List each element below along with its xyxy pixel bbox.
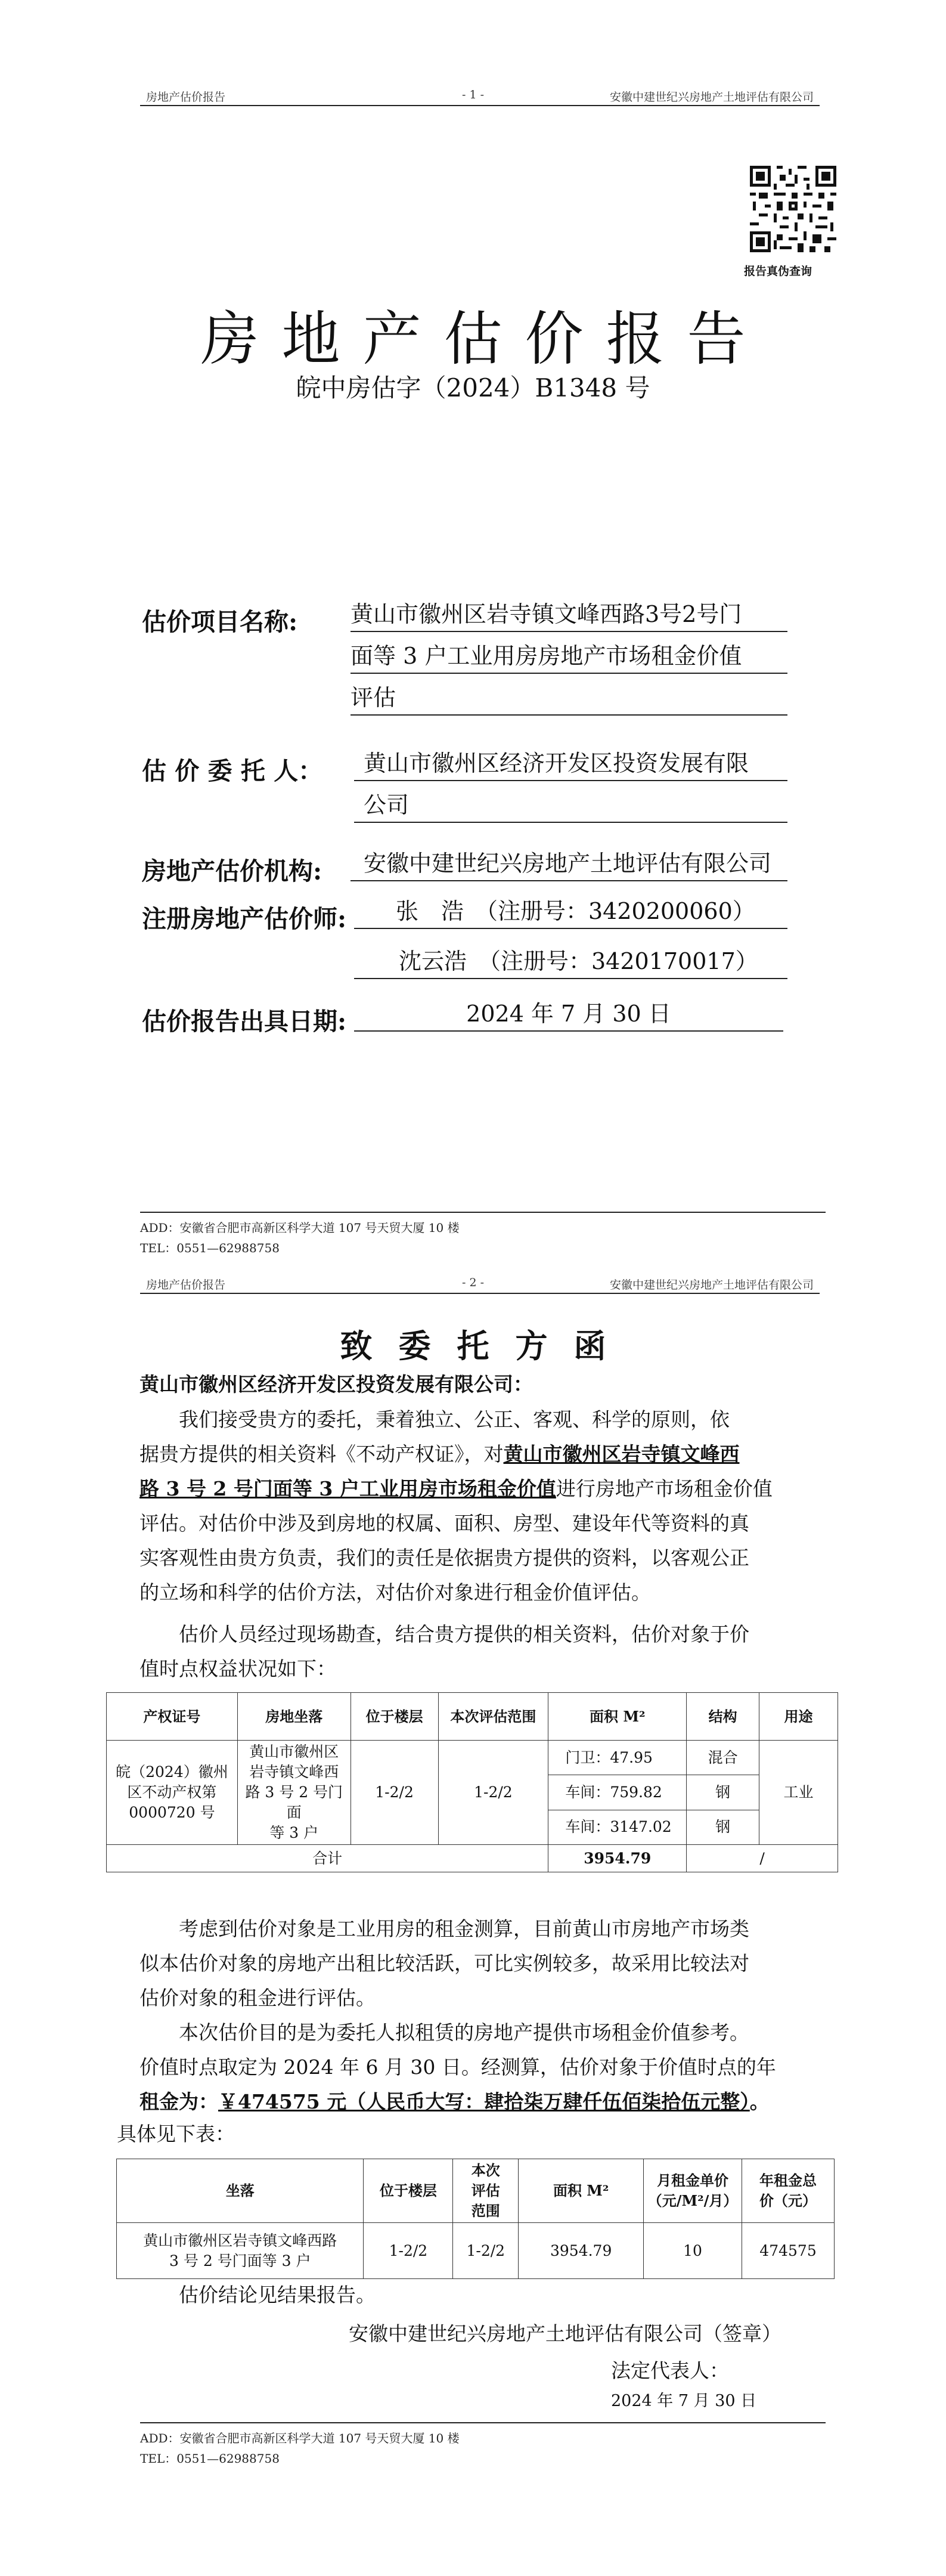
para1-line-3b: 进行房地产市场租金价值 [556,1477,773,1500]
para2-line-2: 值时点权益状况如下： [139,1657,336,1680]
para3-line-2: 似本估价对象的房地产出租比较活跃，可比实例较多，故采用比较法对 [139,1952,749,1975]
para2-line-1: 估价人员经过现场勘查，结合贵方提供的相关资料，估价对象于价 [179,1623,749,1646]
header-line: 范围 [471,2202,500,2219]
header-report-title: 房地产估价报告 [146,1278,226,1292]
page1-header [140,83,820,106]
location-line: 3 号 2 号门面等 3 户 [169,2252,311,2270]
client-label: 估 价 委 托 人： [142,757,323,785]
col-header-structure: 结构 [687,1693,759,1741]
cell-area: 3954.79 [519,2223,644,2279]
cell-floor: 1-2/2 [351,1741,438,1845]
footer-tel: TEL：0551—62988758 [140,2451,280,2466]
cell-structure: 钢 [687,1775,759,1810]
header-line: 本次 [471,2162,500,2179]
col-header-scope [453,2159,519,2223]
total-other: / [687,1845,838,1872]
cell-scope: 1-2/2 [453,2223,519,2279]
col-header-area: 面积 M² [548,1693,687,1741]
total-area: 3954.79 [548,1845,687,1872]
para4-line-3 [139,2085,770,2119]
agency-label: 房地产估价机构: [142,857,322,886]
date-label: 估价报告出具日期: [142,1007,347,1036]
cell-area: 车间：3147.02 [548,1810,687,1844]
project-line-1: 黄山市徽州区岩寺镇文峰西路3号2号门 [351,599,787,632]
signature-company: 安徽中建世纪兴房地产土地评估有限公司（签章） [349,2322,781,2345]
col-header-location: 坐落 [117,2159,364,2223]
para1-line-4: 评估。对估价中涉及到房地的权属、面积、房型、建设年代等资料的真 [139,1512,749,1535]
project-line-2: 面等 3 户工业用房房地产市场租金价值 [351,640,787,674]
header-line: 年租金总 [759,2172,817,2189]
para1-line-3 [139,1472,773,1506]
header-company: 安徽中建世纪兴房地产土地评估有限公司 [609,1278,814,1292]
cert-line: 区不动产权第 [127,1784,217,1801]
appraiser-1: 张 浩 （注册号：3420200060） [354,896,787,929]
cert-line: 皖（2024）徽州 [116,1763,228,1781]
report-date: 2024 年 7 月 30 日 [354,998,783,1032]
col-header-cert: 产权证号 [107,1693,238,1741]
header-page-number: - 1 - [462,88,485,101]
header-line: 评估 [471,2182,500,2199]
location-line: 岩寺镇文峰西 [249,1763,339,1781]
cell-cert [107,1741,238,1845]
para1-line-6: 的立场和科学的估价方法，对估价对象进行租金价值评估。 [139,1581,651,1604]
letter-title: 致委托方函 [340,1327,632,1365]
project-line-3: 评估 [351,682,787,716]
cell-area: 门卫：47.95 [548,1741,687,1775]
footer-tel: TEL：0551—62988758 [140,1241,280,1255]
header-line: 月租金单价 [657,2172,729,2189]
location-line: 黄山市徽州区 [249,1743,339,1760]
header-company: 安徽中建世纪兴房地产土地评估有限公司 [609,91,814,104]
cell-location [117,2223,364,2279]
para3-line-3: 估价对象的租金进行评估。 [139,1986,376,2010]
col-header-use: 用途 [759,1693,838,1741]
cover-title: 房地产估价报告 [200,305,768,373]
client-line-1: 黄山市徽州区经济开发区投资发展有限 [354,748,787,781]
appraiser-label: 注册房地产估价师: [142,905,347,933]
location-line: 路 3 号 2 号门面 [245,1784,343,1821]
project-label: 估价项目名称: [142,608,298,636]
para4-line-1: 本次估价目的是为委托人拟租赁的房地产提供市场租金价值参考。 [179,2021,749,2044]
col-header-floor: 位于楼层 [351,1693,438,1741]
rent-label: 租金为： [139,2090,218,2113]
cell-area: 车间：759.82 [548,1775,687,1810]
total-label: 合计 [107,1845,548,1872]
rent-end: 。 [749,2090,770,2113]
para1-line-2 [139,1437,740,1472]
conclusion: 估价结论见结果报告。 [179,2283,376,2306]
appraiser-2: 沈云浩 （注册号：3420170017） [354,946,787,979]
qr-code-icon[interactable] [750,166,836,252]
para1-line-2a: 据贵方提供的相关资料《不动产权证》，对 [139,1442,504,1466]
rent-table [116,2159,835,2279]
page1-footer [140,1212,826,1258]
header-report-title: 房地产估价报告 [146,91,226,104]
col-header-area: 面积 M² [519,2159,644,2223]
header-line: （元/M²/月） [647,2192,738,2209]
cell-annual-total: 474575 [742,2223,835,2279]
cell-structure: 混合 [687,1741,759,1775]
cell-location [237,1741,351,1845]
col-header-scope: 本次评估范围 [438,1693,548,1741]
location-line: 等 3 户 [269,1824,319,1841]
page2-footer [140,2422,826,2469]
col-header-floor: 位于楼层 [364,2159,453,2223]
para1-line-1: 我们接受贵方的委托，秉着独立、公正、客观、科学的原则，依 [179,1408,730,1431]
report-number: 皖中房估字（2024）B1348 号 [296,373,650,402]
para1-line-3a: 路 3 号 2 号门面等 3 户工业用房市场租金价值 [139,1477,556,1500]
col-header-annual-total [742,2159,835,2223]
client-line-2: 公司 [354,789,787,823]
qr-caption: 报告真伪查询 [744,265,812,278]
addressee: 黄山市徽州区经济开发区投资发展有限公司： [139,1373,533,1396]
header-line: 价（元） [759,2192,817,2209]
cell-unit-price: 10 [644,2223,742,2279]
cell-floor: 1-2/2 [364,2223,453,2279]
para1-line-2b: 黄山市徽州区岩寺镇文峰西 [503,1442,740,1466]
property-rights-table [106,1692,838,1872]
footer-address: ADD：安徽省合肥市高新区科学大道 107 号天贸大厦 10 楼 [140,2431,460,2445]
cell-scope: 1-2/2 [438,1741,548,1845]
cell-structure: 钢 [687,1810,759,1844]
location-line: 黄山市徽州区岩寺镇文峰西路 [143,2231,337,2249]
col-header-location: 房地坐落 [237,1693,351,1741]
rent-value: ￥474575 元（人民币大写：肆拾柒万肆仟伍佰柒拾伍元整） [218,2090,750,2113]
footer-address: ADD：安徽省合肥市高新区科学大道 107 号天贸大厦 10 楼 [140,1221,460,1235]
page2-header [140,1271,820,1294]
cert-line: 0000720 号 [129,1804,215,1821]
cell-use: 工业 [759,1741,838,1845]
signature-representative: 法定代表人： [611,2359,729,2382]
para4-line-4: 具体见下表： [117,2122,235,2145]
para3-line-1: 考虑到估价对象是工业用房的租金测算，目前黄山市房地产市场类 [179,1917,749,1940]
para4-line-2: 价值时点取定为 2024 年 6 月 30 日。经测算，估价对象于价值时点的年 [139,2055,776,2079]
para1-line-5: 实客观性由贵方负责，我们的责任是依据贵方提供的资料，以客观公正 [139,1546,749,1569]
col-header-unit-price [644,2159,742,2223]
header-page-number: - 2 - [462,1276,485,1289]
signature-date: 2024 年 7 月 30 日 [611,2392,757,2410]
agency-name: 安徽中建世纪兴房地产土地评估有限公司 [351,848,787,881]
